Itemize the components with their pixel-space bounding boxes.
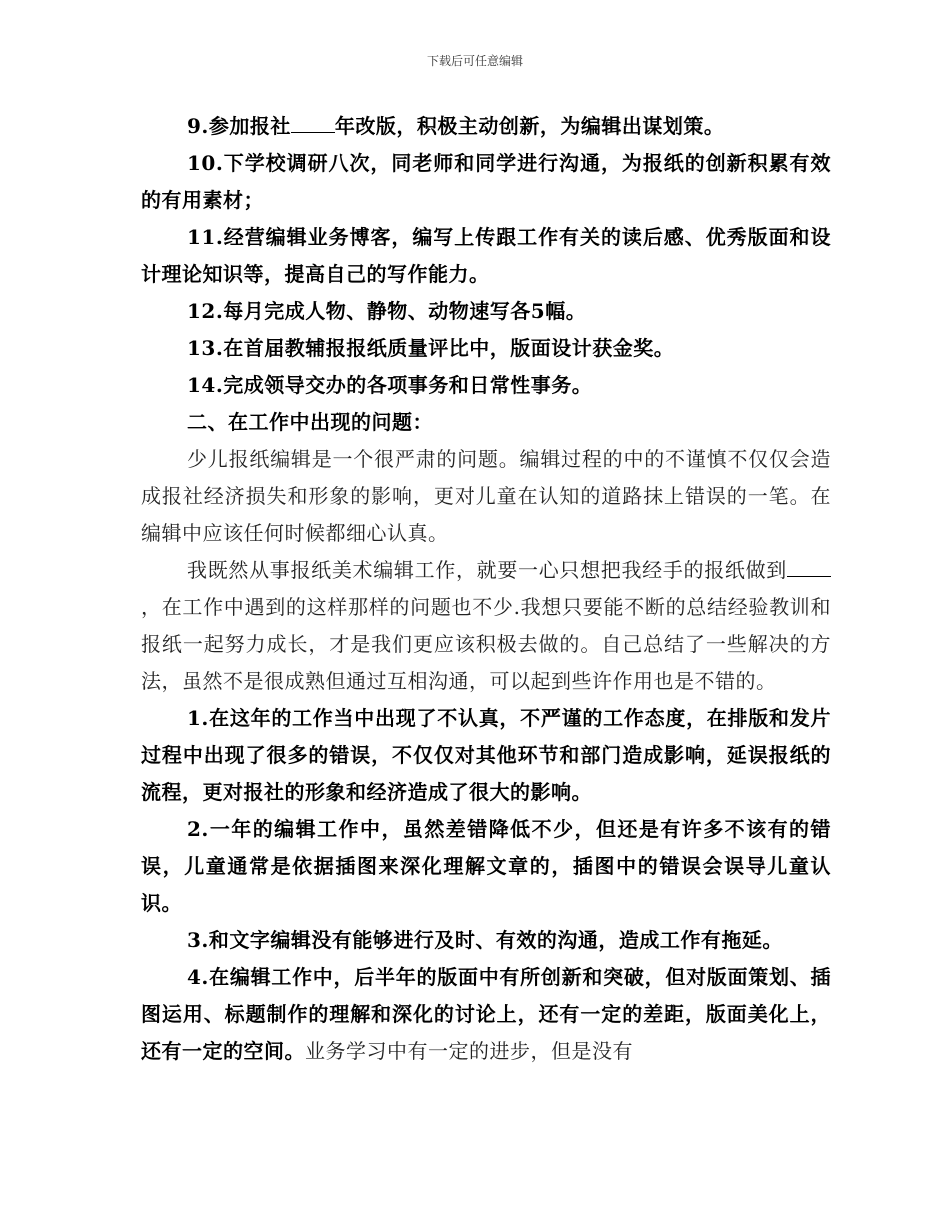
section-heading-problems: 二、在工作中出现的问题： (187, 410, 433, 434)
paragraph-problem-2: 2.一年的编辑工作中，虽然差错降低不少，但还是有许多不该有的错误，儿童通常是依据插图来深化理解文章的，插图中的错误会误导儿童认识。 (141, 817, 831, 915)
paragraph-problem-1: 1.在这年的工作当中出现了不认真，不严谨的工作态度，在排版和发片过程中出现了很多的错误，不仅仅对其他环节和部门造成影响，延误报纸的流程，更对报社的形象和经济造成了很大的影响。 (141, 706, 831, 804)
paragraph-problem-4 (141, 959, 831, 1070)
paragraph-item-14: 14.完成领导交办的各项事务和日常性事务。 (187, 373, 593, 397)
paragraph-problems-reflection (141, 552, 831, 700)
paragraph-item-13: 13.在首届教辅报报纸质量评比中，版面设计获金奖。 (187, 336, 675, 360)
paragraph-item-12: 12.每月完成人物、静物、动物速写各5幅。 (187, 299, 587, 323)
paragraph-text-bold: 4.在编辑工作中，后半年的版面中有所创新和突破，但对版面策划、插图运用、标题制作的理解和深化的讨论上，还有一定的差距，版面美化上，还有一定的空间。 (141, 965, 831, 1063)
paragraph-text-normal: 业务学习中有一定的进步，但是没有 (305, 1039, 633, 1063)
paragraph-text: 我既然从事报纸美术编辑工作，就要一心只想把我经手的报纸做到 (187, 558, 787, 582)
paragraph-problem-3: 3.和文字编辑没有能够进行及时、有效的沟通，造成工作有拖延。 (187, 928, 783, 952)
document-body (141, 108, 831, 1070)
paragraph-item-11: 11.经营编辑业务博客，编写上传跟工作有关的读后感、优秀版面和设计理论知识等，提高自己的写作能力。 (141, 225, 831, 286)
paragraph-item-9 (141, 108, 831, 145)
paragraph-problems-intro: 少儿报纸编辑是一个很严肃的问题。编辑过程的中的不谨慎不仅仅会造成报社经济损失和形象的影响，更对儿童在认知的道路抹上错误的一笔。在编辑中应该任何时候都细心认真。 (141, 447, 831, 545)
paragraph-text: 9.参加报社 (187, 114, 291, 138)
paragraph-text: 年改版，积极主动创新，为编辑出谋划策。 (334, 114, 725, 138)
paragraph-item-10: 10.下学校调研八次，同老师和同学进行沟通，为报纸的创新积累有效的有用素材； (141, 151, 831, 212)
blank-line (291, 114, 335, 133)
page-header: 下载后可任意编辑 (426, 54, 523, 68)
paragraph-text: ，在工作中遇到的这样那样的问题也不少.我想只要能不断的总结经验教训和报纸一起努力成长，才是我们更应该积极去做的。自己总结了一些解决的方法，虽然不是很成熟但通过互相沟通，可以起到些许作用也是不错的。 (141, 595, 831, 693)
blank-line (787, 558, 831, 577)
